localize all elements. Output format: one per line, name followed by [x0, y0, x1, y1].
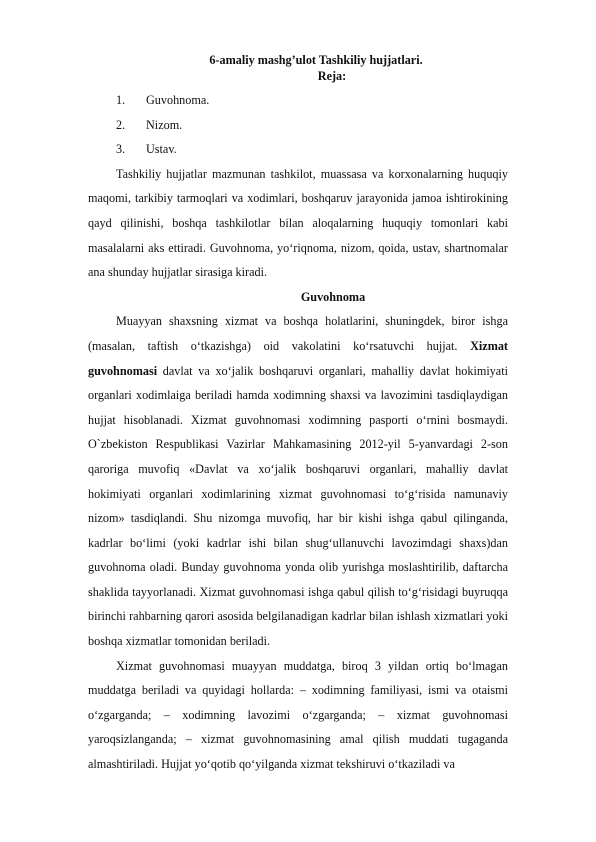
guvohnoma-paragraph [88, 309, 508, 653]
bold-term: Xizmat guvohnomasi [88, 338, 508, 378]
plan-heading: Reja: [317, 69, 347, 83]
plan-item-number: 1. [116, 93, 126, 107]
plan-item-text: Nizom. [146, 117, 183, 132]
plan-item-text: Guvohnoma. [146, 93, 210, 107]
paragraph-text: Muayyan shaxsning xizmat va boshqa holatlarini, shuningdek, biror ishga (masalan, taftish o‘tkazishga) oid vakolatini ko‘rsatuvchi hujjat. [88, 314, 508, 353]
intro-paragraph: Tashkiliy hujjatlar mazmunan tashkilot, muassasa va korxonalarning huquqiy maqomi, tarkibiy tarmoqlari va xodimlari, boshqaruv jarayonida jamoa ishtirokining qayd qilinishi, boshqa tashkilotlar bilan aloqalarning huquqiy tomonlari kabi masalalarni aks ettiradi. Guvohnoma, yo‘riqnoma, nizom, qoida, ustav, shartnomalar ana shunday hujjatlar sirasiga kiradi. [88, 166, 508, 280]
plan-item [88, 113, 508, 138]
document-title: 6-amaliy mashg’ulot Tashkiliy hujjatlari. [209, 53, 423, 67]
plan-item [88, 137, 508, 162]
section-heading: Guvohnoma [300, 289, 366, 304]
plan-item [88, 88, 508, 113]
document-page [88, 52, 508, 777]
paragraph-text: davlat va xo‘jalik boshqaruvi organlari, mahalliy davlat hokimiyati organlari xodimlaiga beriladi hamda xodimning shaxsi va lavozimini tasdiqlaydigan hujjat hisoblanadi. Xizmat guvohnomasi xodimning pasporti o‘rnini bosmaydi. O`zbekiston Respublikasi Vazirlar Mahkamasining 2012-yil 5-yanvardagi 2-son qaroriga muvofiq «Davlat va xo‘jalik boshqaruvi organlari, mahalliy davlat hokimiyati organlari xodimlarining xizmat guvohnomasi to‘g‘risida namunaviy nizom» tasdiqlandi. Shu nizomga muvofiq, har bir kishi ishga qabul qilinganda, kadrlar bo‘limi (yoki kadrlar ishi bilan shug‘ullanuvchi lavozimdagi shaxs)dan guvohnoma oladi. Bunday guvohnoma yonda olib yurishga moslashtirilib, daftarcha shaklida tayyorlanadi. Xizmat guvohnomasi ishga qabul qilish to‘g‘risidagi buyruqqa birinchi rahbarning qarori asosida belgilanadigan kadrlar bilan ishlash xizmatlari yoki boshqa xizmatlar tomonidan beriladi. [88, 363, 508, 649]
plan-list [88, 88, 508, 162]
plan-item-number: 2. [116, 117, 126, 132]
plan-item-number: 3. [116, 142, 126, 157]
validity-paragraph: Xizmat guvohnomasi muayyan muddatga, biroq 3 yildan ortiq bo‘lmagan muddatga beriladi va quyidagi hollarda: – xodimning familiyasi, ismi va otaismi o‘zgarganda; – xodimning lavozimi o‘zgarganda; – xizmat guvohnomasi yaroqsizlanganda; – xizmat guvohnomasining amal qilish muddati tugaganda almashtiriladi. Hujjat yo‘qotib qo‘yilganda xizmat tekshiruvi o‘tkaziladi va [88, 658, 508, 772]
plan-item-text: Ustav. [146, 142, 177, 157]
